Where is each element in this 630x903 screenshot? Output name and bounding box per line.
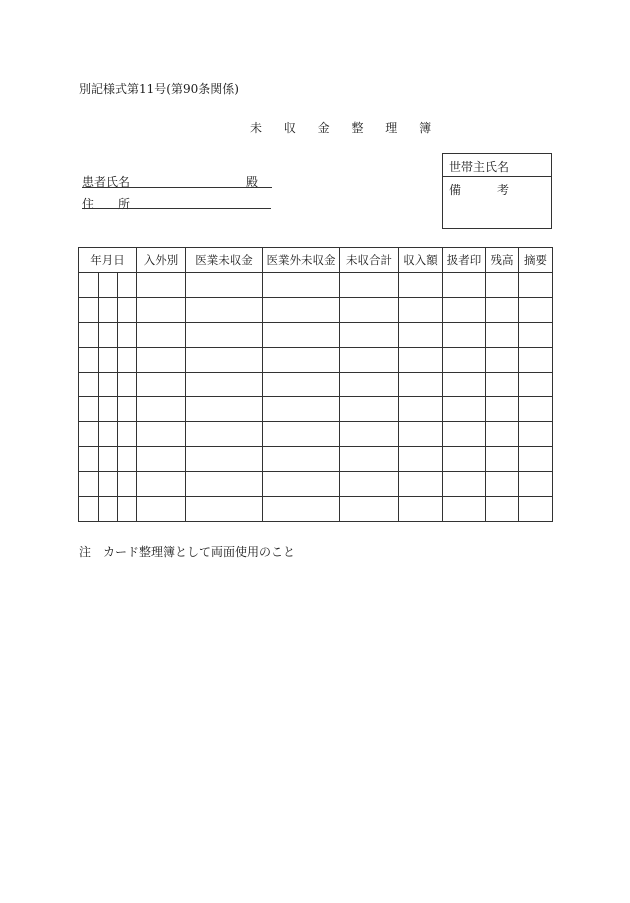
ledger-cell[interactable] — [519, 297, 553, 322]
ledger-cell[interactable] — [186, 422, 263, 447]
ledger-cell[interactable] — [137, 422, 186, 447]
ledger-header-row — [79, 248, 553, 273]
table-row — [79, 472, 553, 497]
table-row — [79, 347, 553, 372]
table-row — [79, 273, 553, 298]
ledger-cell[interactable] — [79, 347, 99, 372]
ledger-cell[interactable] — [263, 372, 340, 397]
ledger-cell[interactable] — [519, 422, 553, 447]
ledger-cell[interactable] — [443, 497, 486, 522]
ledger-cell[interactable] — [399, 273, 443, 298]
table-row — [79, 497, 553, 522]
ledger-cell[interactable] — [399, 497, 443, 522]
ledger-cell[interactable] — [137, 372, 186, 397]
header-cell: 残高 — [486, 248, 519, 273]
ledger-cell[interactable] — [263, 297, 340, 322]
ledger-cell[interactable] — [399, 447, 443, 472]
ledger-cell[interactable] — [340, 273, 399, 298]
ledger-cell[interactable] — [79, 297, 99, 322]
ledger-cell[interactable] — [79, 273, 99, 298]
ledger-cell[interactable] — [137, 347, 186, 372]
ledger-cell[interactable] — [263, 447, 340, 472]
ledger-cell[interactable] — [486, 472, 519, 497]
ledger-cell[interactable] — [519, 497, 553, 522]
ledger-cell[interactable] — [79, 322, 99, 347]
ledger-cell[interactable] — [99, 447, 118, 472]
header-date: 年月日 — [79, 248, 137, 273]
form-number: 別記様式第11号(第90条関係) — [79, 82, 239, 96]
household-box — [442, 153, 552, 229]
ledger-cell[interactable] — [99, 472, 118, 497]
table-row — [79, 322, 553, 347]
ledger-cell[interactable] — [79, 397, 99, 422]
ledger-cell[interactable] — [118, 497, 137, 522]
ledger-cell[interactable] — [519, 472, 553, 497]
header-cell: 扱者印 — [443, 248, 486, 273]
patient-name-suffix: 殿 — [246, 175, 259, 189]
ledger-cell[interactable] — [137, 447, 186, 472]
ledger-cell[interactable] — [340, 422, 399, 447]
ledger-cell[interactable] — [186, 372, 263, 397]
ledger-cell[interactable] — [399, 372, 443, 397]
ledger-cell[interactable] — [118, 472, 137, 497]
ledger-cell[interactable] — [99, 497, 118, 522]
ledger-cell[interactable] — [137, 297, 186, 322]
ledger-cell[interactable] — [99, 273, 118, 298]
ledger-cell[interactable] — [340, 447, 399, 472]
ledger-cell[interactable] — [186, 297, 263, 322]
ledger-cell[interactable] — [443, 347, 486, 372]
ledger-cell[interactable] — [443, 447, 486, 472]
header-cell: 医業外未収金 — [263, 248, 340, 273]
header-cell: 医業未収金 — [186, 248, 263, 273]
header-cell: 入外別 — [137, 248, 186, 273]
table-row — [79, 297, 553, 322]
address-line[interactable] — [82, 208, 271, 209]
ledger-cell[interactable] — [340, 472, 399, 497]
ledger-cell[interactable] — [99, 347, 118, 372]
ledger-cell[interactable] — [399, 397, 443, 422]
ledger-cell[interactable] — [486, 372, 519, 397]
header-cell: 未収合計 — [340, 248, 399, 273]
ledger-cell[interactable] — [186, 347, 263, 372]
ledger-cell[interactable] — [399, 297, 443, 322]
ledger-cell[interactable] — [486, 347, 519, 372]
ledger-cell[interactable] — [486, 273, 519, 298]
ledger-cell[interactable] — [263, 347, 340, 372]
ledger-cell[interactable] — [79, 497, 99, 522]
ledger-cell[interactable] — [118, 372, 137, 397]
ledger-cell[interactable] — [118, 447, 137, 472]
ledger-cell[interactable] — [186, 397, 263, 422]
ledger-cell[interactable] — [443, 322, 486, 347]
ledger-cell[interactable] — [519, 322, 553, 347]
ledger-cell[interactable] — [118, 347, 137, 372]
ledger-cell[interactable] — [399, 322, 443, 347]
patient-name-label: 患者氏名 — [82, 175, 131, 189]
ledger-cell[interactable] — [186, 447, 263, 472]
ledger-cell[interactable] — [118, 273, 137, 298]
header-cell: 収入額 — [399, 248, 443, 273]
ledger-cell[interactable] — [186, 322, 263, 347]
ledger-cell[interactable] — [118, 322, 137, 347]
ledger-cell[interactable] — [399, 422, 443, 447]
ledger-cell[interactable] — [79, 447, 99, 472]
ledger-cell[interactable] — [186, 273, 263, 298]
ledger-cell[interactable] — [486, 447, 519, 472]
ledger-cell[interactable] — [340, 297, 399, 322]
remarks-label: 備 考 — [449, 183, 510, 197]
ledger-body — [79, 273, 553, 522]
ledger-cell[interactable] — [186, 497, 263, 522]
ledger-cell[interactable] — [118, 422, 137, 447]
ledger-cell[interactable] — [99, 322, 118, 347]
ledger-cell[interactable] — [486, 497, 519, 522]
ledger-cell[interactable] — [340, 497, 399, 522]
ledger-cell[interactable] — [263, 273, 340, 298]
ledger-cell[interactable] — [443, 422, 486, 447]
ledger-cell[interactable] — [443, 472, 486, 497]
ledger-cell[interactable] — [340, 322, 399, 347]
table-row — [79, 372, 553, 397]
table-row — [79, 447, 553, 472]
ledger-cell[interactable] — [79, 472, 99, 497]
ledger-cell[interactable] — [99, 422, 118, 447]
ledger-cell[interactable] — [79, 372, 99, 397]
ledger-cell[interactable] — [137, 273, 186, 298]
household-head-label: 世帯主氏名 — [449, 160, 510, 174]
ledger-cell[interactable] — [519, 372, 553, 397]
ledger-cell[interactable] — [443, 397, 486, 422]
ledger-cell[interactable] — [118, 397, 137, 422]
patient-name-line[interactable] — [82, 187, 272, 188]
ledger-cell[interactable] — [263, 497, 340, 522]
ledger-cell[interactable] — [486, 322, 519, 347]
page-title: 未 収 金 整 理 簿 — [250, 121, 441, 135]
ledger-cell[interactable] — [340, 372, 399, 397]
ledger-cell[interactable] — [486, 422, 519, 447]
footnote: 注 カード整理簿として両面使用のこと — [79, 545, 296, 559]
ledger-cell[interactable] — [399, 347, 443, 372]
ledger-cell[interactable] — [486, 297, 519, 322]
ledger-cell[interactable] — [263, 397, 340, 422]
ledger-cell[interactable] — [263, 472, 340, 497]
ledger-cell[interactable] — [118, 297, 137, 322]
ledger-cell[interactable] — [186, 472, 263, 497]
ledger-cell[interactable] — [137, 322, 186, 347]
ledger-cell[interactable] — [443, 372, 486, 397]
ledger-cell[interactable] — [79, 422, 99, 447]
ledger-cell[interactable] — [99, 397, 118, 422]
ledger-cell[interactable] — [137, 397, 186, 422]
ledger-cell[interactable] — [137, 472, 186, 497]
ledger-cell[interactable] — [263, 422, 340, 447]
ledger-cell[interactable] — [519, 347, 553, 372]
table-row — [79, 397, 553, 422]
header-cell: 摘要 — [519, 248, 553, 273]
ledger-cell[interactable] — [340, 347, 399, 372]
ledger-cell[interactable] — [137, 497, 186, 522]
ledger-cell[interactable] — [519, 447, 553, 472]
table-row — [79, 422, 553, 447]
ledger-cell[interactable] — [486, 397, 519, 422]
ledger-cell[interactable] — [519, 273, 553, 298]
household-head-row[interactable] — [443, 154, 551, 177]
ledger-table — [78, 247, 553, 522]
ledger-cell[interactable] — [443, 297, 486, 322]
ledger-cell[interactable] — [399, 472, 443, 497]
ledger-cell[interactable] — [443, 273, 486, 298]
ledger-cell[interactable] — [99, 297, 118, 322]
ledger-cell[interactable] — [519, 397, 553, 422]
ledger-cell[interactable] — [340, 397, 399, 422]
ledger-cell[interactable] — [99, 372, 118, 397]
address-label: 住 所 — [82, 197, 131, 211]
ledger-cell[interactable] — [263, 322, 340, 347]
